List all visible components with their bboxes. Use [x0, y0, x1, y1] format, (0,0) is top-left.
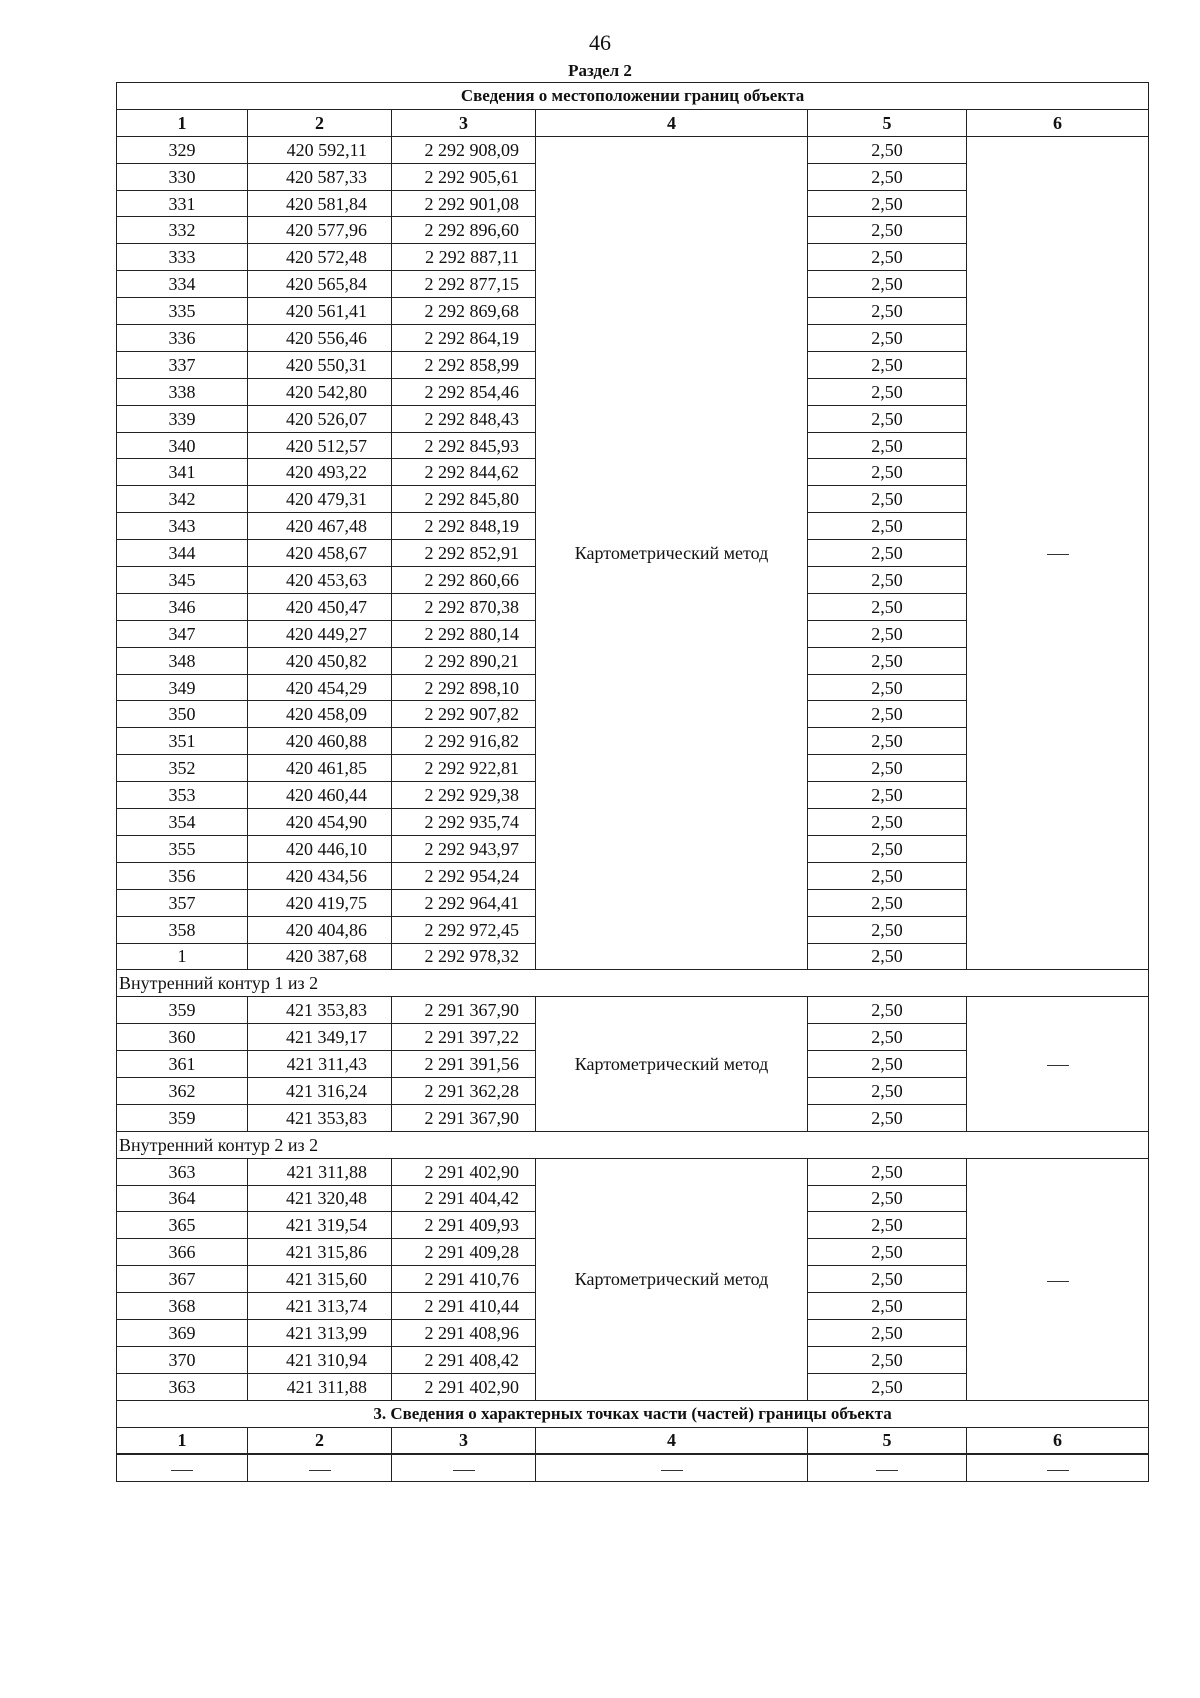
precision-value: 2,50 — [808, 593, 967, 620]
point-number: 344 — [117, 540, 248, 567]
point-number: 351 — [117, 728, 248, 755]
precision-value: 2,50 — [808, 1239, 967, 1266]
coordinate-y: 2 292 935,74 — [392, 809, 536, 836]
column-header-5: 5 — [808, 1427, 967, 1454]
coordinate-y: 2 292 858,99 — [392, 351, 536, 378]
column-6-dash-cell — [967, 1158, 1149, 1400]
coordinate-y: 2 291 362,28 — [392, 1077, 536, 1104]
precision-value: 2,50 — [808, 782, 967, 809]
point-number: 364 — [117, 1185, 248, 1212]
boundary-table — [116, 82, 1149, 1482]
point-number: 330 — [117, 163, 248, 190]
coordinate-y: 2 291 409,93 — [392, 1212, 536, 1239]
coordinate-y: 2 291 410,44 — [392, 1293, 536, 1320]
coordinate-y: 2 292 896,60 — [392, 217, 536, 244]
coordinate-x: 420 387,68 — [248, 943, 392, 970]
section3-header-row — [117, 1427, 1149, 1454]
precision-value: 2,50 — [808, 1104, 967, 1131]
precision-value: 2,50 — [808, 163, 967, 190]
dash-mark — [171, 1470, 193, 1471]
coordinate-y: 2 292 907,82 — [392, 701, 536, 728]
precision-value: 2,50 — [808, 1212, 967, 1239]
point-number: 359 — [117, 997, 248, 1024]
coordinate-x: 420 461,85 — [248, 755, 392, 782]
coordinate-x: 420 542,80 — [248, 378, 392, 405]
coordinate-x: 420 454,29 — [248, 674, 392, 701]
precision-value: 2,50 — [808, 1024, 967, 1051]
coordinate-y: 2 291 397,22 — [392, 1024, 536, 1051]
coordinate-x: 420 572,48 — [248, 244, 392, 271]
coordinate-x: 421 353,83 — [248, 997, 392, 1024]
coordinate-y: 2 292 908,09 — [392, 136, 536, 163]
coordinate-x: 420 561,41 — [248, 298, 392, 325]
point-number: 345 — [117, 567, 248, 594]
coordinate-y: 2 292 929,38 — [392, 782, 536, 809]
coordinate-x: 420 550,31 — [248, 351, 392, 378]
precision-value: 2,50 — [808, 1185, 967, 1212]
coordinate-y: 2 292 864,19 — [392, 325, 536, 352]
coordinate-x: 420 454,90 — [248, 809, 392, 836]
table-title-row-cell: Сведения о местоположении границ объекта — [117, 83, 1149, 110]
precision-value: 2,50 — [808, 701, 967, 728]
precision-value: 2,50 — [808, 809, 967, 836]
coordinate-x: 420 479,31 — [248, 486, 392, 513]
contour-label: Внутренний контур 2 из 2 — [117, 1131, 1149, 1158]
coordinate-y: 2 292 898,10 — [392, 674, 536, 701]
point-number: 359 — [117, 1104, 248, 1131]
coordinate-x: 420 493,22 — [248, 459, 392, 486]
coordinate-x: 421 310,94 — [248, 1346, 392, 1373]
coordinate-y: 2 292 848,19 — [392, 513, 536, 540]
table-row — [117, 997, 1149, 1024]
precision-value: 2,50 — [808, 1373, 967, 1400]
coordinate-x: 420 446,10 — [248, 835, 392, 862]
column-header-5: 5 — [808, 109, 967, 136]
column-header-4: 4 — [536, 1427, 808, 1454]
coordinate-y: 2 292 845,80 — [392, 486, 536, 513]
point-number: 331 — [117, 190, 248, 217]
coordinate-x: 420 404,86 — [248, 916, 392, 943]
empty-dash-cell — [967, 1454, 1149, 1481]
coordinate-x: 421 313,74 — [248, 1293, 392, 1320]
point-number: 362 — [117, 1077, 248, 1104]
empty-dash-cell — [117, 1454, 248, 1481]
precision-value: 2,50 — [808, 351, 967, 378]
coordinate-y: 2 291 409,28 — [392, 1239, 536, 1266]
coordinate-x: 420 453,63 — [248, 567, 392, 594]
contour-label-row — [117, 970, 1149, 997]
coordinate-y: 2 292 848,43 — [392, 405, 536, 432]
point-number: 335 — [117, 298, 248, 325]
point-number: 357 — [117, 889, 248, 916]
coordinate-y: 2 292 887,11 — [392, 244, 536, 271]
precision-value: 2,50 — [808, 1266, 967, 1293]
point-number: 334 — [117, 271, 248, 298]
coordinate-y: 2 292 869,68 — [392, 298, 536, 325]
dash-mark — [1047, 554, 1069, 555]
empty-dash-cell — [392, 1454, 536, 1481]
coordinate-y: 2 292 890,21 — [392, 647, 536, 674]
precision-value: 2,50 — [808, 997, 967, 1024]
coordinate-y: 2 291 404,42 — [392, 1185, 536, 1212]
precision-value: 2,50 — [808, 271, 967, 298]
column-header-6: 6 — [967, 1427, 1149, 1454]
coordinate-y: 2 291 402,90 — [392, 1158, 536, 1185]
empty-dash-cell — [808, 1454, 967, 1481]
point-number: 356 — [117, 862, 248, 889]
precision-value: 2,50 — [808, 755, 967, 782]
coordinate-y: 2 292 943,97 — [392, 835, 536, 862]
precision-value: 2,50 — [808, 190, 967, 217]
coordinate-x: 420 565,84 — [248, 271, 392, 298]
precision-value: 2,50 — [808, 620, 967, 647]
coordinate-x: 420 458,67 — [248, 540, 392, 567]
coordinate-x: 421 349,17 — [248, 1024, 392, 1051]
precision-value: 2,50 — [808, 1319, 967, 1346]
point-number: 363 — [117, 1373, 248, 1400]
coordinate-x: 420 449,27 — [248, 620, 392, 647]
point-number: 361 — [117, 1051, 248, 1078]
column-header-4: 4 — [536, 109, 808, 136]
coordinate-x: 420 526,07 — [248, 405, 392, 432]
coordinate-y: 2 292 978,32 — [392, 943, 536, 970]
contour-label: Внутренний контур 1 из 2 — [117, 970, 1149, 997]
boundary-table-body — [117, 83, 1149, 1482]
precision-value: 2,50 — [808, 1293, 967, 1320]
dash-mark — [876, 1470, 898, 1471]
table-row — [117, 1158, 1149, 1185]
precision-value: 2,50 — [808, 244, 967, 271]
point-number: 348 — [117, 647, 248, 674]
precision-value: 2,50 — [808, 647, 967, 674]
coordinate-y: 2 292 972,45 — [392, 916, 536, 943]
column-header-2: 2 — [248, 1427, 392, 1454]
coordinate-x: 421 311,88 — [248, 1373, 392, 1400]
precision-value: 2,50 — [808, 540, 967, 567]
point-number: 363 — [117, 1158, 248, 1185]
column-header-1: 1 — [117, 109, 248, 136]
coordinate-x: 421 353,83 — [248, 1104, 392, 1131]
coordinate-y: 2 291 367,90 — [392, 997, 536, 1024]
coordinate-y: 2 292 905,61 — [392, 163, 536, 190]
coordinate-x: 421 311,43 — [248, 1051, 392, 1078]
contour-label-row — [117, 1131, 1149, 1158]
coordinate-y: 2 291 367,90 — [392, 1104, 536, 1131]
section3-empty-row — [117, 1454, 1149, 1481]
column-header-2: 2 — [248, 109, 392, 136]
point-number: 358 — [117, 916, 248, 943]
point-number: 352 — [117, 755, 248, 782]
point-number: 338 — [117, 378, 248, 405]
coordinate-y: 2 291 408,96 — [392, 1319, 536, 1346]
precision-value: 2,50 — [808, 1158, 967, 1185]
coordinate-x: 421 311,88 — [248, 1158, 392, 1185]
coordinate-y: 2 291 391,56 — [392, 1051, 536, 1078]
coordinate-y: 2 292 870,38 — [392, 593, 536, 620]
precision-value: 2,50 — [808, 459, 967, 486]
coordinate-x: 421 315,60 — [248, 1266, 392, 1293]
empty-dash-cell — [536, 1454, 808, 1481]
precision-value: 2,50 — [808, 1077, 967, 1104]
coordinate-y: 2 292 880,14 — [392, 620, 536, 647]
precision-value: 2,50 — [808, 486, 967, 513]
coordinate-x: 420 587,33 — [248, 163, 392, 190]
method-cell: Картометрический метод — [536, 997, 808, 1131]
coordinate-y: 2 292 860,66 — [392, 567, 536, 594]
precision-value: 2,50 — [808, 325, 967, 352]
precision-value: 2,50 — [808, 1346, 967, 1373]
point-number: 366 — [117, 1239, 248, 1266]
empty-dash-cell — [248, 1454, 392, 1481]
point-number: 350 — [117, 701, 248, 728]
coordinate-y: 2 292 954,24 — [392, 862, 536, 889]
precision-value: 2,50 — [808, 835, 967, 862]
precision-value: 2,50 — [808, 889, 967, 916]
column-header-row — [117, 109, 1149, 136]
coordinate-y: 2 292 916,82 — [392, 728, 536, 755]
precision-value: 2,50 — [808, 217, 967, 244]
precision-value: 2,50 — [808, 432, 967, 459]
point-number: 360 — [117, 1024, 248, 1051]
coordinate-x: 420 434,56 — [248, 862, 392, 889]
precision-value: 2,50 — [808, 728, 967, 755]
point-number: 365 — [117, 1212, 248, 1239]
table-row — [117, 136, 1149, 163]
precision-value: 2,50 — [808, 136, 967, 163]
coordinate-x: 420 458,09 — [248, 701, 392, 728]
precision-value: 2,50 — [808, 916, 967, 943]
column-header-1: 1 — [117, 1427, 248, 1454]
coordinate-y: 2 292 922,81 — [392, 755, 536, 782]
precision-value: 2,50 — [808, 862, 967, 889]
point-number: 354 — [117, 809, 248, 836]
point-number: 355 — [117, 835, 248, 862]
coordinate-y: 2 291 408,42 — [392, 1346, 536, 1373]
point-number: 369 — [117, 1319, 248, 1346]
precision-value: 2,50 — [808, 378, 967, 405]
column-header-3: 3 — [392, 109, 536, 136]
section3-title-row-cell: 3. Сведения о характерных точках части (частей) границы объекта — [117, 1400, 1149, 1427]
point-number: 341 — [117, 459, 248, 486]
precision-value: 2,50 — [808, 567, 967, 594]
coordinate-x: 420 450,47 — [248, 593, 392, 620]
point-number: 1 — [117, 943, 248, 970]
dash-mark — [453, 1470, 475, 1471]
precision-value: 2,50 — [808, 674, 967, 701]
precision-value: 2,50 — [808, 513, 967, 540]
point-number: 370 — [117, 1346, 248, 1373]
coordinate-x: 420 577,96 — [248, 217, 392, 244]
coordinate-x: 420 450,82 — [248, 647, 392, 674]
precision-value: 2,50 — [808, 1051, 967, 1078]
page-number: 46 — [589, 30, 611, 55]
precision-value: 2,50 — [808, 298, 967, 325]
coordinate-x: 420 460,44 — [248, 782, 392, 809]
point-number: 353 — [117, 782, 248, 809]
point-number: 337 — [117, 351, 248, 378]
section3-title-row — [117, 1400, 1149, 1427]
point-number: 336 — [117, 325, 248, 352]
coordinate-y: 2 292 964,41 — [392, 889, 536, 916]
coordinate-y: 2 292 901,08 — [392, 190, 536, 217]
column-header-6: 6 — [967, 109, 1149, 136]
coordinate-x: 420 592,11 — [248, 136, 392, 163]
section-label: Раздел 2 — [568, 61, 632, 80]
table-title-row — [117, 83, 1149, 110]
point-number: 342 — [117, 486, 248, 513]
point-number: 367 — [117, 1266, 248, 1293]
point-number: 368 — [117, 1293, 248, 1320]
coordinate-y: 2 292 844,62 — [392, 459, 536, 486]
dash-mark — [1047, 1470, 1069, 1471]
coordinate-y: 2 291 410,76 — [392, 1266, 536, 1293]
method-cell: Картометрический метод — [536, 1158, 808, 1400]
coordinate-x: 420 467,48 — [248, 513, 392, 540]
coordinate-y: 2 292 845,93 — [392, 432, 536, 459]
column-header-3: 3 — [392, 1427, 536, 1454]
coordinate-y: 2 291 402,90 — [392, 1373, 536, 1400]
coordinate-x: 421 315,86 — [248, 1239, 392, 1266]
column-6-dash-cell — [967, 136, 1149, 970]
coordinate-y: 2 292 877,15 — [392, 271, 536, 298]
coordinate-x: 420 581,84 — [248, 190, 392, 217]
coordinate-x: 420 512,57 — [248, 432, 392, 459]
dash-mark — [309, 1470, 331, 1471]
dash-mark — [661, 1470, 683, 1471]
point-number: 329 — [117, 136, 248, 163]
point-number: 333 — [117, 244, 248, 271]
point-number: 339 — [117, 405, 248, 432]
precision-value: 2,50 — [808, 405, 967, 432]
coordinate-y: 2 292 852,91 — [392, 540, 536, 567]
coordinate-y: 2 292 854,46 — [392, 378, 536, 405]
coordinate-x: 420 556,46 — [248, 325, 392, 352]
column-6-dash-cell — [967, 997, 1149, 1131]
point-number: 332 — [117, 217, 248, 244]
coordinate-x: 421 313,99 — [248, 1319, 392, 1346]
point-number: 349 — [117, 674, 248, 701]
coordinate-x: 421 316,24 — [248, 1077, 392, 1104]
method-cell: Картометрический метод — [536, 136, 808, 970]
point-number: 343 — [117, 513, 248, 540]
point-number: 347 — [117, 620, 248, 647]
dash-mark — [1047, 1281, 1069, 1282]
precision-value: 2,50 — [808, 943, 967, 970]
coordinate-x: 421 319,54 — [248, 1212, 392, 1239]
coordinate-x: 421 320,48 — [248, 1185, 392, 1212]
dash-mark — [1047, 1065, 1069, 1066]
point-number: 346 — [117, 593, 248, 620]
coordinate-x: 420 460,88 — [248, 728, 392, 755]
point-number: 340 — [117, 432, 248, 459]
coordinate-x: 420 419,75 — [248, 889, 392, 916]
